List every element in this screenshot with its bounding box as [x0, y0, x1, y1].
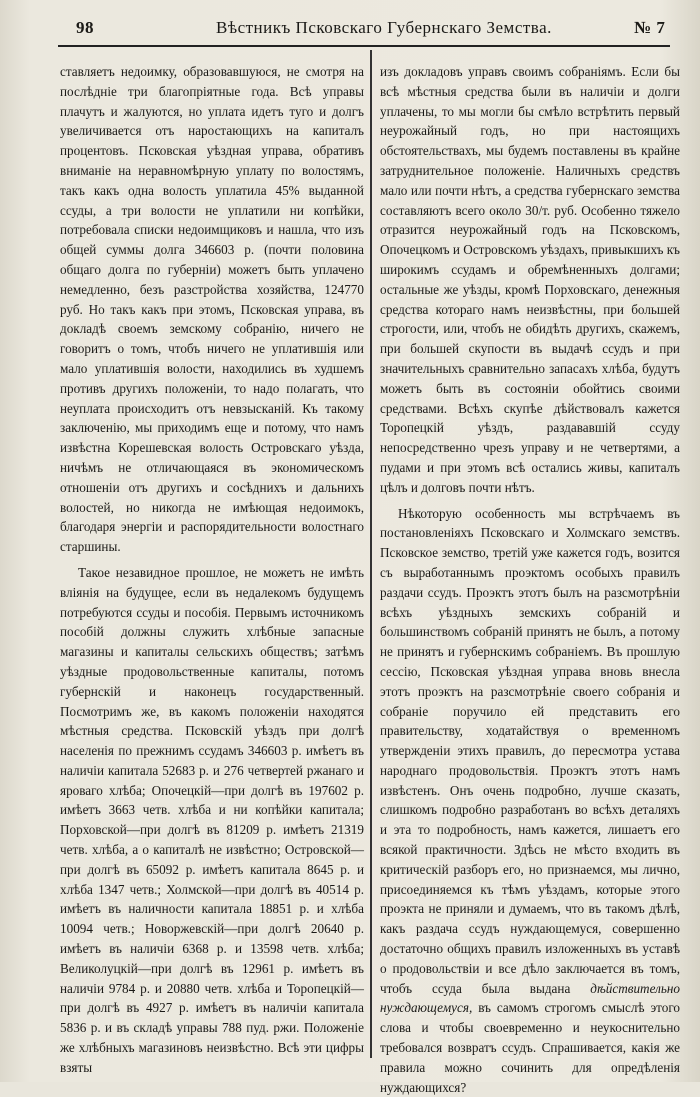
issue-number: № 7: [634, 18, 666, 37]
paragraph-text: Нѣкоторую особенность мы встрѣчаемъ въ постановленіяхъ Псковскаго и Холмскаго земствъ. Псковское земство, третій уже кажется годъ, возится съ выработаннымъ проэктомъ особыхъ правилъ раздачи ссудъ. Проэктъ этотъ былъ на разсмотрѣніи всѣхъ уѣздныхъ земскихъ собраній и большинствомъ собраній принятъ не былъ, а потому не принятъ и губернскимъ собраніемъ. Въ прошлую сессію, Псковская уѣздная управа вновь внесла этотъ проэктъ на разсмотрѣніе своего собранія и собраніе поручило ей представить его правительству, ходатайствуя о временномъ утвержденіи этихъ правилъ, до пересмотра устава народнаго продовольствія. Проэктъ этотъ намъ извѣстенъ. Онъ очень подробно, лучше сказать, слишкомъ подробно разработанъ во всѣхъ деталяхъ и эта то подробность, намъ кажется, лишаетъ его всякой практичности. Здѣсь не мѣсто входить въ критическій разборъ его, но признаемся, мы лично, присоединяемся къ тѣмъ уѣздамъ, которые этого проэкта не приняли и думаемъ, что въ такомъ дѣлѣ, какъ раздача ссудъ нуждающемуся, совершенно достаточно общихъ правилъ изложенныхъ въ уставѣ о продовольствіи и все дѣло заключается въ томъ, чтобъ ссуда была выдана: [380, 505, 680, 996]
left-column: [60, 62, 364, 1078]
emphasized-phrase: дѣйствительно нуждающемуся,: [380, 980, 680, 1016]
paragraph-text: въ самомъ строгомъ смыслѣ этого слова и чтобы своевременно и неукоснительно требовался возвратъ ссудъ. Спрашивается, какія же правила можно сочинить для опредѣленія нуждающихся?: [380, 1000, 680, 1095]
right-column: [380, 62, 680, 1097]
column-divider: [370, 50, 372, 1058]
paragraph: ставляетъ недоимку, образовавшуюся, не смотря на послѣдніе три благопріятные года. Всѣ управы плачутъ и жалуются, но уплата идетъ туго и долгъ увеличивается отъ наростающихъ на капиталъ процентовъ. Псковская уѣздная управа, обративъ вниманіе на неравномѣрную уплату по волостямъ, такъ какъ одна волость уплатила 45% выданной ссуды, а три волости не уплатили ни копѣйки, потребовала списки недоимщиковъ и нашла, что изъ общей суммы долга 346603 р. (почти половина общаго долга по губерніи) можетъ быть уплачено немедленно, безъ разстройства хозяйства, 124770 руб. Но такъ какъ при этомъ, Псковская управа, въ докладѣ своемъ земскому собранію, ничего не говоритъ о томъ, чтобъ ничего не уплатившія или мало уплатившія волости, находились въ худшемъ противъ другихъ положеніи, то надо полагать, что неуплата происходитъ отъ невзысканій. Къ такому заключенію, мы приходимъ еще и потому, что намъ извѣстна Корешевская волость Островскаго уѣзда, ничѣмъ не отличающаяся въ экономическомъ отношеніи отъ другихъ и сосѣднихъ и дальнихъ волостей, но никогда не имѣющая недоимокъ, благодаря энергіи и распорядительности волостнаго старшины.: [60, 64, 364, 555]
paragraph: Такое незавидное прошлое, не можетъ не имѣть вліянія на будущее, если въ недалекомъ будущемъ потребуются ссуды и пособія. Первымъ источникомъ пособій должны служить хлѣбные запасные магазины и капиталы сельскихъ обществъ; затѣмъ уѣздные продовольственные капиталы, потомъ губернскій и наконецъ государственный. Посмотримъ же, въ какомъ положеніи находятся мѣстныя средства. Псковскій уѣздъ при долгѣ населенія по прежнимъ ссудамъ 346603 р. имѣетъ въ наличіи капитала 52683 р. и 276 четвертей ржанаго и яроваго хлѣба; Опочецкій—при долгѣ въ 197602 р. имѣетъ 3663 четв. хлѣба и ни копѣйки капитала; Порховской—при долгѣ въ 81209 р. имѣетъ 21319 четв. хлѣба, а о капиталѣ не извѣстно; Островской—при долгѣ въ 65092 р. имѣетъ капитала 8645 р. и хлѣба 1347 четв.; Холмской—при долгѣ въ 40514 р. имѣетъ въ наличности капитала 18851 р. и хлѣба 10094 четв.; Новоржевскій—при долгѣ 20640 р. имѣетъ въ наличіи 6368 р. и 13598 четв. хлѣба; Великолуцкій—при долгѣ въ 12961 р. имѣетъ въ наличіи 9784 р. и 20880 четв. хлѣба и Торопецкій—при долгѣ въ 4927 р. имѣетъ въ наличіи капитала 5836 р. и въ складѣ управы 788 пуд. ржи. Положеніе же хлѣбныхъ магазиновъ неизвѣстно. Всѣ эти цифры взяты: [60, 564, 364, 1075]
running-header: [60, 16, 670, 40]
page-number: 98: [76, 18, 94, 37]
header-rule: [58, 45, 670, 47]
paragraph: изъ докладовъ управъ своимъ собраніямъ. Если бы всѣ мѣстныя средства были въ наличіи и долги уплачены, то мы могли бы смѣло встрѣтить первый неурожайный годъ, но при настоящихъ обстоятельствахъ, мы будемъ поставлены въ крайне затруднительное положеніе. Наличныхъ средствъ мало или почти нѣтъ, а средства губернскаго земства составляютъ всего около 30/т. руб. Особенно тяжело отразится неурожайный годъ на Псковскомъ, Опочецкомъ и Островскомъ уѣздахъ, привыкшихъ къ широкимъ ссудамъ и обремѣненныхъ долгами; остальные же уѣзды, кромѣ Порховскаго, денежныя средства котораго намъ неизвѣстны, при большей строгости, или, чтобъ не обидѣть другихъ, скажемъ, при большей скупости въ выдачѣ ссудъ и при значительныхъ сравнительно запасахъ хлѣба, будутъ можетъ быть въ состояніи обойтись своими средствами. Всѣхъ скупѣе дѣйствовалъ кажется Торопецкій уѣздъ, раздававшій ссуду непосредственно чрезъ управу и не четвертями, а пудами и при этомъ всѣ остались живы, капиталъ цѣлъ и долговъ почти нѣтъ.: [380, 64, 680, 495]
paragraph: [380, 504, 680, 1097]
journal-title: Вѣстникъ Псковскаго Губернскаго Земства.: [216, 18, 552, 37]
